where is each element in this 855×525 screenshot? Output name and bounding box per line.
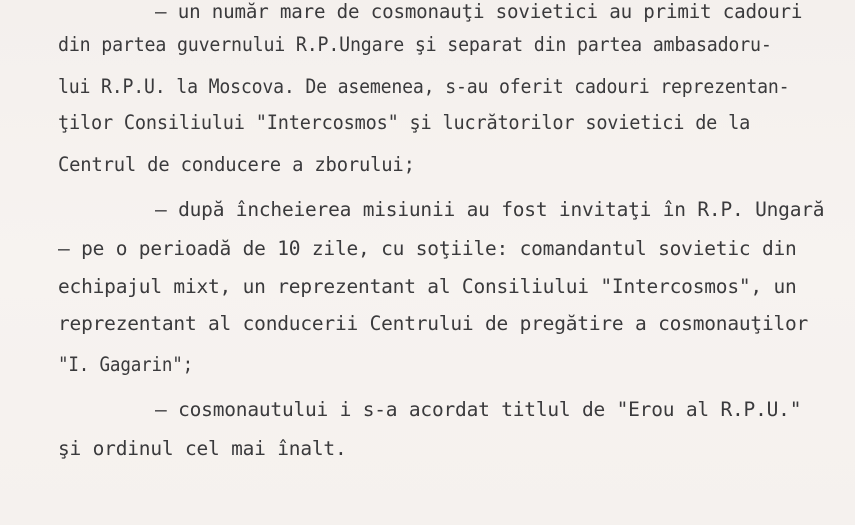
text-line: – pe o perioadă de 10 zile, cu soţiile: comandantul sovietic din (58, 237, 797, 260)
text-line: din partea guvernului R.P.Ungare şi separat din partea ambasadoru- (58, 33, 772, 56)
text-line: şi ordinul cel mai înalt. (58, 437, 347, 460)
text-line: Centrul de conducere a zborului; (58, 153, 415, 176)
text-line: – cosmonautului i s-a acordat titlul de "Erou al R.P.U." (155, 398, 802, 421)
text-line: echipajul mixt, un reprezentant al Consiliului "Intercosmos", un (58, 275, 797, 298)
text-line: – după încheierea misiunii au fost invitaţi în R.P. Ungară (155, 198, 825, 221)
text-line: – un număr mare de cosmonauţi sovietici au primit cadouri (155, 0, 803, 23)
text-line: "I. Gagarin"; (58, 353, 194, 376)
text-line: reprezentant al conducerii Centrului de pregătire a cosmonauţilor (58, 312, 809, 335)
text-line: ţilor Consiliului "Intercosmos" şi lucrătorilor sovietici de la (58, 111, 751, 134)
text-line: lui R.P.U. la Moscova. De asemenea, s-au oferit cadouri reprezentan- (58, 75, 790, 98)
